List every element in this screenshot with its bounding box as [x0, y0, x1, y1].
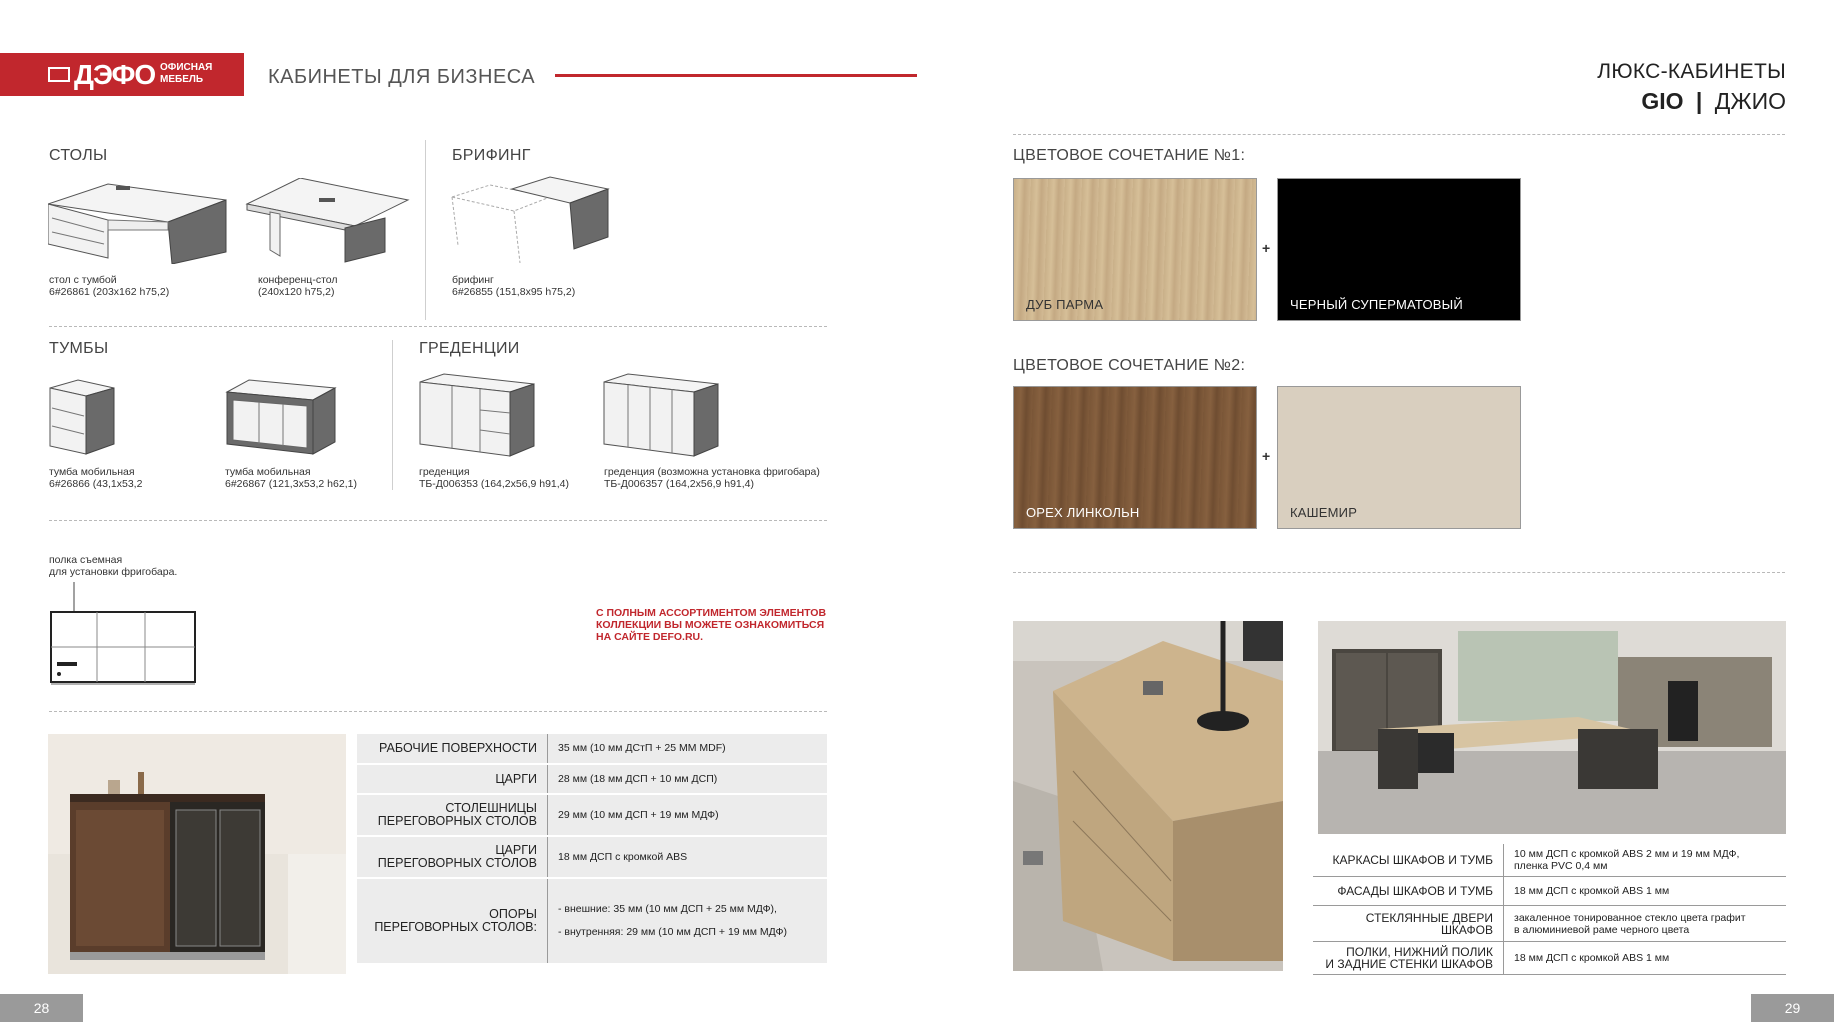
- color-combo-2-title: ЦВЕТОВОЕ СОЧЕТАНИЕ №2:: [1013, 357, 1246, 374]
- swatch-label: ДУБ ПАРМА: [1026, 297, 1104, 312]
- spec-key: ЦАРГИ: [357, 764, 548, 794]
- notice-line: КОЛЛЕКЦИИ ВЫ МОЖЕТЕ ОЗНАКОМИТЬСЯ: [596, 619, 825, 631]
- spec-value-line: 18 мм ДСП с кромкой ABS 1 мм: [1514, 885, 1670, 897]
- brand-tagline-2: МЕБЕЛЬ: [160, 74, 204, 85]
- notice-line: С ПОЛНЫМ АССОРТИМЕНТОМ ЭЛЕМЕНТОВ: [596, 607, 827, 619]
- spec-key: РАБОЧИЕ ПОВЕРХНОСТИ: [357, 734, 548, 764]
- spec-key: [357, 794, 548, 836]
- caption-desk-with-pedestal: [49, 274, 169, 298]
- caption-low-cabinet: [225, 466, 357, 490]
- materials-spec-table-left: [357, 734, 827, 965]
- swatch-label: КАШЕМИР: [1290, 505, 1358, 520]
- caption-line: ТБ-Д006357 (164,2х56,9 h91,4): [604, 478, 755, 490]
- caption-line: тумба мобильная: [49, 466, 135, 478]
- caption-line: брифинг: [452, 274, 494, 286]
- section-title-briefing: БРИФИНГ: [452, 147, 531, 164]
- table-row: [357, 734, 827, 764]
- plus-sign: +: [1262, 240, 1271, 256]
- caption-line: 6#26866 (43,1х53,2: [49, 478, 143, 490]
- spec-key: [1313, 906, 1504, 942]
- spec-key: [357, 836, 548, 878]
- page-title: [1597, 60, 1786, 115]
- swatch-cashmere[interactable]: [1277, 386, 1521, 529]
- caption-line: для установки фригобара.: [49, 566, 178, 578]
- dashed-divider: [49, 326, 827, 327]
- caption-credenza-drawers: [419, 466, 569, 490]
- section-title-pedestals: ТУМБЫ: [49, 340, 109, 357]
- caption-mobile-pedestal: [49, 466, 142, 490]
- table-row: [357, 794, 827, 836]
- spec-value-line: в алюминиевой раме черного цвета: [1514, 923, 1690, 936]
- spec-value: 18 мм ДСП с кромкой ABS: [548, 836, 828, 878]
- brand-tagline-1: ОФИСНАЯ: [160, 62, 213, 73]
- table-row: [357, 764, 827, 794]
- spec-value: 29 мм (10 мм ДСП + 19 мм МДФ): [548, 794, 828, 836]
- caption-line: 6#26867 (121,3х53,2 h62,1): [225, 478, 357, 490]
- spec-value: [1504, 877, 1787, 906]
- caption-line: стол с тумбой: [49, 274, 117, 286]
- color-combo-1-title: ЦВЕТОВОЕ СОЧЕТАНИЕ №1:: [1013, 147, 1246, 164]
- caption-line: конференц-стол: [258, 274, 338, 286]
- materials-spec-table-right: [1313, 844, 1786, 975]
- caption-credenza-fridge: [604, 466, 820, 490]
- caption-conference-table: [258, 274, 338, 298]
- spec-key-line: ПЕРЕГОВОРНЫХ СТОЛОВ: [377, 814, 537, 828]
- page-number-left: 28: [0, 994, 83, 1022]
- brand-name: ДЭФО: [74, 59, 156, 90]
- table-row: [357, 836, 827, 878]
- page-title-line2: [1597, 88, 1786, 115]
- header-title: КАБИНЕТЫ ДЛЯ БИЗНЕСА: [268, 66, 536, 88]
- shelf-front-diagram: [49, 582, 197, 686]
- spec-key: [357, 878, 548, 964]
- swatch-label: ЧЕРНЫЙ СУПЕРМАТОВЫЙ: [1290, 297, 1463, 312]
- caption-briefing: [452, 274, 575, 298]
- table-row: [1313, 942, 1786, 975]
- page-title-line1: ЛЮКС-КАБИНЕТЫ: [1597, 60, 1786, 83]
- cabinet-photo: [48, 734, 346, 974]
- collection-name-cyrillic: ДЖИО: [1714, 88, 1786, 114]
- desk-with-pedestal-drawing: [48, 180, 228, 264]
- dashed-divider: [49, 520, 827, 521]
- caption-line: 6#26861 (203х162 h75,2): [49, 286, 170, 298]
- spec-value: [1504, 942, 1787, 975]
- table-row: [1313, 877, 1786, 906]
- spec-value-line: закаленное тонированное стекло цвета графит: [1514, 911, 1746, 924]
- spec-value-line: 18 мм ДСП с кромкой ABS 1 мм: [1514, 952, 1670, 964]
- brand-logo[interactable]: [0, 53, 244, 96]
- page-number-right: 29: [1751, 994, 1834, 1022]
- spec-value: [548, 878, 828, 964]
- table-row: [1313, 906, 1786, 942]
- caption-line: (240х120 h75,2): [258, 286, 335, 298]
- divider-vertical: [425, 140, 426, 320]
- logo-mark-icon: [48, 67, 70, 82]
- dashed-divider: [1013, 134, 1785, 135]
- spec-key-line: ШКАФОВ: [1440, 922, 1493, 937]
- spec-value-line: - внешние: 35 мм (10 мм ДСП + 25 мм МДФ),: [558, 903, 777, 915]
- credenza-fridge-drawing: [602, 372, 720, 458]
- mobile-pedestal-drawing: [48, 378, 118, 458]
- header-rule: [555, 74, 917, 77]
- spec-key-line: И ЗАДНИЕ СТЕНКИ ШКАФОВ: [1325, 957, 1493, 971]
- collection-notice: [596, 607, 826, 643]
- spec-key-line: ПЕРЕГОВОРНЫХ СТОЛОВ:: [374, 920, 537, 934]
- caption-line: полка съемная: [49, 554, 123, 566]
- swatch-label: ОРЕХ ЛИНКОЛЬН: [1026, 505, 1140, 520]
- swatch-black-supermatte[interactable]: [1277, 178, 1521, 321]
- low-cabinet-drawing: [225, 378, 337, 458]
- collection-name-latin: GIO: [1641, 88, 1684, 114]
- caption-line: тумба мобильная: [225, 466, 311, 478]
- divider-vertical: [392, 340, 393, 490]
- spec-key-line: ПЕРЕГОВОРНЫХ СТОЛОВ: [377, 856, 537, 870]
- swatch-walnut-lincoln[interactable]: [1013, 386, 1257, 529]
- spec-key: ФАСАДЫ ШКАФОВ И ТУМБ: [1313, 877, 1504, 906]
- spec-value-line: - внутренняя: 29 мм (10 мм ДСП + 19 мм МДФ): [558, 926, 787, 938]
- swatch-oak-parma[interactable]: [1013, 178, 1257, 321]
- briefing-table-drawing: [450, 175, 610, 265]
- section-title-tables: СТОЛЫ: [49, 147, 108, 164]
- desk-closeup-photo: [1013, 621, 1283, 971]
- spec-key: КАРКАСЫ ШКАФОВ И ТУМБ: [1313, 844, 1504, 877]
- spec-value-line: пленка PVC 0,4 мм: [1514, 860, 1608, 872]
- notice-line: НА САЙТЕ DEFO.RU.: [596, 631, 704, 643]
- table-row: [357, 878, 827, 964]
- dashed-divider: [1013, 572, 1785, 573]
- spec-key-line: ОПОРЫ: [489, 907, 537, 921]
- spec-value: [1504, 844, 1787, 877]
- spec-key-line: ПОЛКИ, НИЖНИЙ ПОЛИК: [1346, 945, 1493, 959]
- section-title-credenzas: ГРЕДЕНЦИИ: [419, 340, 520, 357]
- title-separator: |: [1695, 88, 1703, 114]
- spec-value-line: 10 мм ДСП с кромкой ABS 2 мм и 19 мм МДФ,: [1514, 848, 1740, 860]
- caption-line: греденция (возможна установка фригобара): [604, 466, 820, 478]
- spec-value: 28 мм (18 мм ДСП + 10 мм ДСП): [548, 764, 828, 794]
- spec-value: [1504, 906, 1787, 942]
- caption-line: греденция: [419, 466, 470, 478]
- spec-key-line: СТЕКЛЯННЫЕ ДВЕРИ: [1365, 910, 1493, 925]
- spec-key-line: СТОЛЕШНИЦЫ: [445, 801, 537, 815]
- credenza-drawers-drawing: [418, 372, 536, 458]
- office-interior-photo: [1318, 621, 1786, 834]
- shelf-note: [49, 554, 177, 578]
- plus-sign: +: [1262, 448, 1271, 464]
- table-row: [1313, 844, 1786, 877]
- dashed-divider: [49, 711, 827, 712]
- conference-table-drawing: [245, 178, 410, 264]
- spec-key-line: ЦАРГИ: [495, 843, 537, 857]
- caption-line: 6#26855 (151,8х95 h75,2): [452, 286, 576, 298]
- spec-value: 35 мм (10 мм ДСтП + 25 ММ MDF): [548, 734, 828, 764]
- spec-key: [1313, 942, 1504, 975]
- caption-line: ТБ-Д006353 (164,2х56,9 h91,4): [419, 478, 570, 490]
